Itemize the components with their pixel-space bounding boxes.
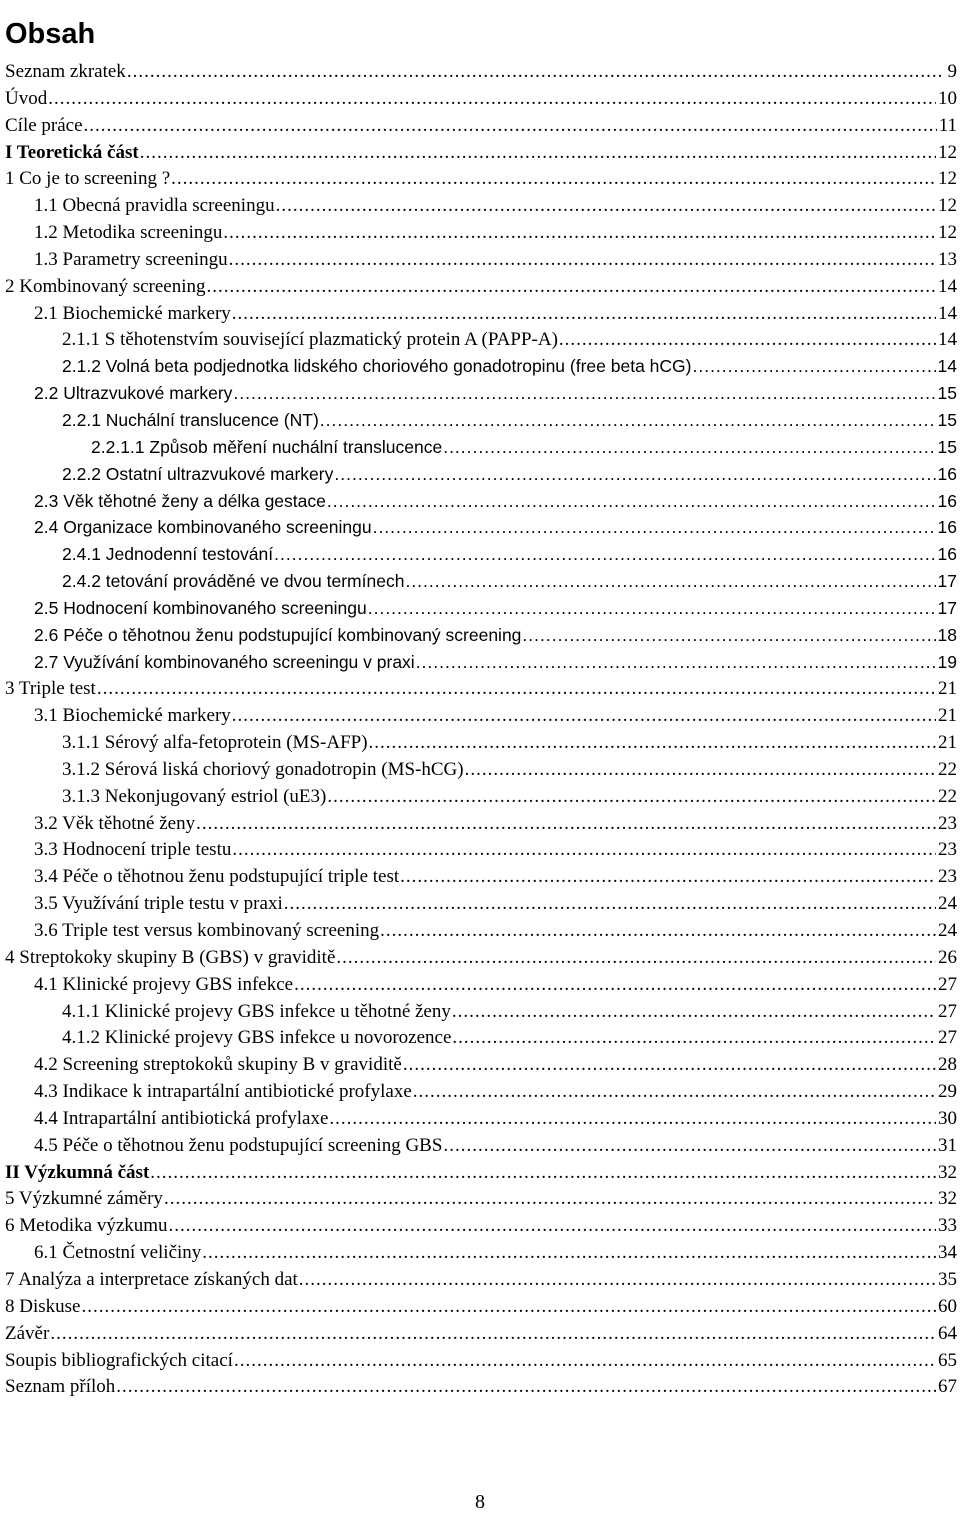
toc-entry-title: 2.3 Věk těhotné ženy a délka gestace <box>34 490 326 511</box>
dot-leader <box>369 732 936 754</box>
toc-entry-page: 32 <box>938 1161 957 1183</box>
toc-entry-page: 14 <box>938 302 957 324</box>
toc-entry[interactable] <box>0 893 960 920</box>
toc-entry[interactable] <box>0 410 960 437</box>
toc-entry[interactable] <box>0 947 960 974</box>
toc-entry-page: 17 <box>937 571 957 592</box>
dot-leader <box>336 947 936 969</box>
toc-entry-title: 1.2 Metodika screeningu <box>34 222 223 244</box>
toc-entry-title: 3.5 Využívání triple testu v praxi <box>34 893 283 915</box>
dot-leader <box>465 759 936 781</box>
toc-entry-title: 2.4.1 Jednodenní testování <box>62 544 274 565</box>
toc-entry[interactable] <box>0 195 960 222</box>
toc-entry[interactable] <box>0 276 960 303</box>
toc-entry-title: 3.1.1 Sérový alfa-fetoprotein (MS-AFP) <box>62 732 368 754</box>
toc-entry[interactable] <box>0 1081 960 1108</box>
toc-entry-page: 15 <box>937 436 957 457</box>
dot-leader <box>329 1108 936 1130</box>
dot-leader <box>233 383 935 404</box>
toc-entry[interactable] <box>0 1108 960 1135</box>
toc-entry-page: 35 <box>938 1268 957 1290</box>
toc-entry-title: 2.2.1 Nuchální translucence (NT) <box>62 409 319 430</box>
toc-entry-page: 22 <box>938 758 957 780</box>
dot-leader <box>116 1376 936 1398</box>
toc-entry[interactable] <box>0 652 960 679</box>
toc-entry-title: 8 Diskuse <box>5 1295 81 1317</box>
toc-entry-title: 4.4 Intrapartální antibiotická profylaxe <box>34 1107 329 1129</box>
dot-leader <box>232 705 936 727</box>
toc-entry-page: 16 <box>937 490 957 511</box>
dot-leader <box>274 544 935 565</box>
toc-entry[interactable] <box>0 491 960 518</box>
toc-entry-page: 28 <box>938 1054 957 1076</box>
toc-entry-page: 10 <box>938 87 957 109</box>
toc-entry[interactable] <box>0 115 960 142</box>
toc-entry-page: 21 <box>938 705 957 727</box>
toc-entry[interactable] <box>0 1054 960 1081</box>
toc-entry-title: 6.1 Četnostní veličiny <box>34 1242 202 1264</box>
toc-entry-page: 15 <box>937 409 957 430</box>
toc-entry-page: 14 <box>937 356 957 377</box>
toc-entry[interactable] <box>0 1350 960 1377</box>
toc-entry-title: Závěr <box>5 1322 50 1344</box>
toc-entry[interactable] <box>0 222 960 249</box>
dot-leader <box>405 571 935 592</box>
toc-entry-page: 14 <box>938 275 957 297</box>
toc-entry[interactable] <box>0 1269 960 1296</box>
toc-entry-page: 30 <box>938 1107 957 1129</box>
toc-entry-title: Seznam příloh <box>5 1376 116 1398</box>
dot-leader <box>443 1135 936 1157</box>
toc-entry[interactable] <box>0 142 960 169</box>
toc-entry-title: 1.1 Obecná pravidla screeningu <box>34 195 275 217</box>
dot-leader <box>171 168 936 190</box>
toc-entry-page: 23 <box>938 812 957 834</box>
toc-entry[interactable] <box>0 1296 960 1323</box>
dot-leader <box>276 195 936 217</box>
toc-entry-page: 16 <box>937 517 957 538</box>
toc-entry-title: 2.4.2 tetování prováděné ve dvou termínech <box>62 571 405 592</box>
toc-entry[interactable] <box>0 329 960 356</box>
toc-entry[interactable] <box>0 759 960 786</box>
toc-entry-page: 67 <box>938 1376 957 1398</box>
toc-entry[interactable] <box>0 732 960 759</box>
toc-entry-page: 64 <box>938 1322 957 1344</box>
toc-entry[interactable] <box>0 356 960 383</box>
toc-entry-page: 12 <box>938 141 957 163</box>
toc-entry-page: 27 <box>938 1027 957 1049</box>
toc-entry-page: 24 <box>938 893 957 915</box>
toc-entry[interactable] <box>0 1188 960 1215</box>
toc-entry-page: 21 <box>938 732 957 754</box>
toc-entry-page: 33 <box>938 1215 957 1237</box>
dot-leader <box>169 1215 936 1237</box>
toc-entry[interactable] <box>0 1135 960 1162</box>
toc-entry-title: 4.2 Screening streptokoků skupiny B v graviditě <box>34 1054 402 1076</box>
dot-leader <box>380 920 936 942</box>
toc-entry-title: 3.3 Hodnocení triple testu <box>34 839 232 861</box>
toc-entry[interactable] <box>0 839 960 866</box>
dot-leader <box>97 678 936 700</box>
toc-entry[interactable] <box>0 1215 960 1242</box>
dot-leader <box>692 356 935 377</box>
toc-entry-title: Úvod <box>5 87 48 109</box>
dot-leader <box>299 1269 936 1291</box>
toc-entry-page: 27 <box>938 973 957 995</box>
toc-entry[interactable] <box>0 1323 960 1350</box>
toc-entry-page: 24 <box>938 920 957 941</box>
toc-entry-title: 4.5 Péče o těhotnou ženu podstupující screening GBS <box>34 1134 443 1156</box>
toc-entry[interactable] <box>0 705 960 732</box>
toc-entry-page: 26 <box>938 946 957 968</box>
toc-entry-page: 18 <box>937 624 957 645</box>
toc-entry[interactable] <box>0 866 960 893</box>
toc-entry-page: 12 <box>938 168 957 190</box>
toc-entry-title: 4 Streptokoky skupiny B (GBS) v graviditě <box>5 946 336 968</box>
toc-entry[interactable] <box>0 571 960 598</box>
toc-entry-title: 5 Výzkumné záměry <box>5 1188 163 1210</box>
dot-leader <box>373 517 936 538</box>
dot-leader <box>140 142 936 164</box>
toc-entry-title: 2.2.1.1 Způsob měření nuchální translucence <box>91 436 443 457</box>
toc-entry-page: 16 <box>937 544 957 565</box>
toc-entry-page: 23 <box>938 839 957 861</box>
toc-entry-page: 22 <box>938 785 957 807</box>
toc-entry[interactable] <box>0 88 960 115</box>
toc-entry-title: 7 Analýza a interpretace získaných dat <box>5 1268 298 1290</box>
dot-leader <box>452 1001 936 1023</box>
toc-entry[interactable] <box>0 464 960 491</box>
toc-entry-page: 31 <box>938 1134 957 1156</box>
toc-entry-title: 3.1.3 Nekonjugovaný estriol (uE3) <box>62 785 327 807</box>
toc-entry-title: 3.1 Biochemické markery <box>34 705 231 727</box>
toc-entry-page: 21 <box>938 678 957 700</box>
toc-entry[interactable] <box>0 437 960 464</box>
dot-leader <box>50 1323 936 1345</box>
toc-entry-title: Seznam zkratek <box>5 61 126 82</box>
dot-leader <box>232 303 936 325</box>
toc-entry-page: 65 <box>938 1349 957 1371</box>
toc-entry[interactable] <box>0 383 960 410</box>
toc-entry[interactable] <box>0 974 960 1001</box>
toc-entry[interactable] <box>0 598 960 625</box>
dot-leader <box>48 88 936 110</box>
toc-entry-page: 11 <box>938 114 957 136</box>
toc-entry[interactable] <box>0 1001 960 1028</box>
toc-entry-page: 32 <box>938 1188 957 1210</box>
toc-entry-page: 60 <box>938 1295 957 1317</box>
dot-leader <box>294 974 936 996</box>
page-heading: Obsah <box>5 18 96 51</box>
toc-entry-title: Soupis bibliografických citací <box>5 1349 233 1371</box>
toc-entry-title: 2 Kombinovaný screening <box>5 275 206 297</box>
toc-entry[interactable] <box>0 1027 960 1054</box>
toc-entry[interactable] <box>0 168 960 195</box>
toc-entry[interactable] <box>0 249 960 276</box>
dot-leader <box>327 491 936 512</box>
toc-entry-title: 3.2 Věk těhotné ženy <box>34 812 196 834</box>
toc-entry-title: 2.2 Ultrazvukové markery <box>34 383 233 404</box>
toc-entry-title: 2.2.2 Ostatní ultrazvukové markery <box>62 463 334 484</box>
toc-entry-title: 2.1.2 Volná beta podjednotka lidského choriového gonadotropinu (free beta hCG) <box>62 356 692 377</box>
toc-entry-title: 2.7 Využívání kombinovaného screeningu v praxi <box>34 651 415 672</box>
toc-entry-title: II Výzkumná část <box>5 1161 150 1183</box>
toc-entry-title: 6 Metodika výzkumu <box>5 1215 168 1237</box>
dot-leader <box>368 598 936 619</box>
toc-entry-title: 2.1 Biochemické markery <box>34 302 231 324</box>
toc-entry-title: 3.6 Triple test versus kombinovaný screening <box>34 920 380 941</box>
toc-entry[interactable] <box>0 786 960 813</box>
dot-leader <box>327 786 936 808</box>
toc-entry-page: 19 <box>937 651 957 672</box>
toc-entry-page: 29 <box>938 1081 957 1103</box>
dot-leader <box>127 61 943 83</box>
table-of-contents <box>0 61 960 1403</box>
toc-entry-page: 17 <box>937 597 957 618</box>
page-number: 8 <box>475 1491 485 1513</box>
dot-leader <box>452 1027 936 1049</box>
toc-entry[interactable] <box>0 61 960 88</box>
toc-entry-page: 13 <box>938 248 957 270</box>
dot-leader <box>202 1242 936 1264</box>
toc-entry[interactable] <box>0 1376 960 1403</box>
toc-entry-title: 4.1.2 Klinické projevy GBS infekce u novorozence <box>62 1027 452 1049</box>
toc-entry-title: 3.4 Péče o těhotnou ženu podstupující triple test <box>34 866 400 888</box>
toc-entry[interactable] <box>0 1242 960 1269</box>
dot-leader <box>81 1296 936 1318</box>
toc-entry[interactable] <box>0 517 960 544</box>
dot-leader <box>229 249 936 271</box>
dot-leader <box>522 625 935 646</box>
dot-leader <box>150 1162 936 1184</box>
toc-entry[interactable] <box>0 678 960 705</box>
dot-leader <box>416 652 936 673</box>
toc-entry-page: 27 <box>938 1000 957 1022</box>
toc-entry-page: 14 <box>938 329 957 351</box>
dot-leader <box>234 1350 936 1372</box>
toc-entry-page: 34 <box>938 1242 957 1264</box>
dot-leader <box>400 866 936 888</box>
toc-entry-page: 12 <box>938 222 957 244</box>
toc-entry-title: Cíle práce <box>5 114 83 136</box>
toc-entry-title: 2.1.1 S těhotenstvím související plazmatický protein A (PAPP-A) <box>62 329 558 351</box>
dot-leader <box>334 464 935 485</box>
toc-entry-page: 16 <box>937 463 957 484</box>
toc-entry-page: 9 <box>947 61 957 82</box>
dot-leader <box>320 410 936 431</box>
dot-leader <box>284 893 936 915</box>
dot-leader <box>413 1081 936 1103</box>
toc-entry-title: 4.3 Indikace k intrapartální antibiotické profylaxe <box>34 1081 412 1103</box>
dot-leader <box>164 1188 936 1210</box>
toc-entry-title: 4.1.1 Klinické projevy GBS infekce u těhotné ženy <box>62 1000 451 1022</box>
toc-entry[interactable] <box>0 1162 960 1189</box>
toc-entry-page: 23 <box>938 866 957 888</box>
toc-entry[interactable] <box>0 625 960 652</box>
dot-leader <box>403 1054 936 1076</box>
dot-leader <box>223 222 936 244</box>
toc-entry-page: 12 <box>938 195 957 217</box>
dot-leader <box>207 276 936 298</box>
dot-leader <box>232 839 936 861</box>
toc-entry-title: 2.4 Organizace kombinovaného screeningu <box>34 517 372 538</box>
dot-leader <box>443 437 935 458</box>
toc-entry-title: 1.3 Parametry screeningu <box>34 248 228 270</box>
toc-entry-page: 15 <box>937 383 957 404</box>
toc-entry-title: I Teoretická část <box>5 141 139 163</box>
toc-entry-title: 2.5 Hodnocení kombinovaného screeningu <box>34 597 367 618</box>
toc-entry-title: 4.1 Klinické projevy GBS infekce <box>34 973 294 995</box>
toc-entry[interactable] <box>0 544 960 571</box>
toc-entry[interactable] <box>0 813 960 840</box>
dot-leader <box>559 329 936 351</box>
dot-leader <box>84 115 937 137</box>
toc-entry-title: 1 Co je to screening ? <box>5 168 171 190</box>
toc-entry[interactable] <box>0 303 960 330</box>
toc-entry[interactable] <box>0 920 960 947</box>
dot-leader <box>196 813 936 835</box>
toc-entry-title: 2.6 Péče o těhotnou ženu podstupující kombinovaný screening <box>34 624 522 645</box>
toc-entry-title: 3.1.2 Sérová liská choriový gonadotropin (MS-hCG) <box>62 758 464 780</box>
toc-entry-title: 3 Triple test <box>5 678 96 700</box>
